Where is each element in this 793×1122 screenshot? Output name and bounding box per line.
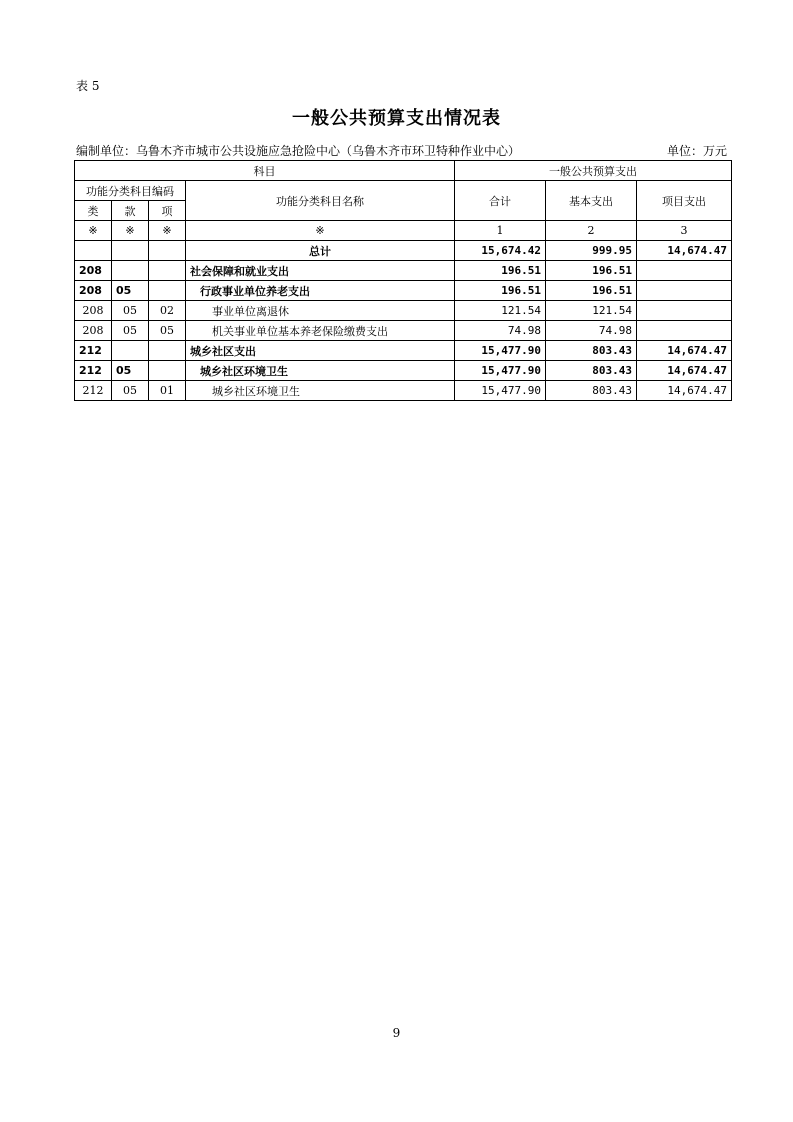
mark-cell: ※ xyxy=(149,221,186,241)
mark-cell: ※ xyxy=(75,221,112,241)
project-cell: 14,674.47 xyxy=(637,341,732,361)
subject-name-cell: 城乡社区支出 xyxy=(186,341,455,361)
col-number-1: 1 xyxy=(455,221,546,241)
project-header: 项目支出 xyxy=(637,181,732,221)
code-lei-cell: 212 xyxy=(75,361,112,381)
total-cell: 121.54 xyxy=(455,301,546,321)
unit-label: 单位：万元 xyxy=(666,144,727,158)
basic-cell: 999.95 xyxy=(546,241,637,261)
code-xiang-cell: 02 xyxy=(149,301,186,321)
table-row xyxy=(75,381,732,401)
table-row xyxy=(75,281,732,301)
code-kuan-cell xyxy=(112,261,149,281)
total-cell: 15,477.90 xyxy=(455,361,546,381)
mark-cell: ※ xyxy=(112,221,149,241)
header-row-4 xyxy=(75,221,732,241)
code-lei-cell: 208 xyxy=(75,261,112,281)
subject-name-cell: 机关事业单位基本养老保险缴费支出 xyxy=(186,321,455,341)
basic-cell: 803.43 xyxy=(546,381,637,401)
code-kuan-cell: 05 xyxy=(112,361,149,381)
col-number-3: 3 xyxy=(637,221,732,241)
total-cell: 15,477.90 xyxy=(455,341,546,361)
code-xiang-cell xyxy=(149,281,186,301)
code-lei-cell xyxy=(75,241,112,261)
table-row xyxy=(75,341,732,361)
subject-name-cell: 城乡社区环境卫生 xyxy=(186,361,455,381)
subject-name-cell: 行政事业单位养老支出 xyxy=(186,281,455,301)
basic-cell: 74.98 xyxy=(546,321,637,341)
table-row xyxy=(75,241,732,261)
subject-name-cell: 总计 xyxy=(186,241,455,261)
total-cell: 74.98 xyxy=(455,321,546,341)
code-lei-cell: 208 xyxy=(75,281,112,301)
table-row xyxy=(75,321,732,341)
col-number-2: 2 xyxy=(546,221,637,241)
project-cell xyxy=(637,321,732,341)
table-number: 表 5 xyxy=(76,79,100,93)
header-row-1 xyxy=(75,161,732,181)
code-xiang-cell xyxy=(149,241,186,261)
header-row-2 xyxy=(75,181,732,201)
subject-name-cell: 事业单位离退休 xyxy=(186,301,455,321)
page-title: 一般公共预算支出情况表 xyxy=(292,108,501,129)
code-lei-cell: 212 xyxy=(75,381,112,401)
budget-table xyxy=(74,160,732,401)
subject-name-cell: 城乡社区环境卫生 xyxy=(186,381,455,401)
basic-cell: 196.51 xyxy=(546,261,637,281)
table-row xyxy=(75,261,732,281)
project-cell xyxy=(637,261,732,281)
code-xiang-cell: 01 xyxy=(149,381,186,401)
subject-name-cell: 社会保障和就业支出 xyxy=(186,261,455,281)
table-row xyxy=(75,361,732,381)
basic-cell: 196.51 xyxy=(546,281,637,301)
subject-header: 科目 xyxy=(75,161,455,181)
project-cell xyxy=(637,281,732,301)
code-kuan-cell: 05 xyxy=(112,301,149,321)
project-cell xyxy=(637,301,732,321)
total-header: 合计 xyxy=(455,181,546,221)
code-kuan-cell: 05 xyxy=(112,321,149,341)
project-cell: 14,674.47 xyxy=(637,381,732,401)
mark-cell: ※ xyxy=(186,221,455,241)
project-cell: 14,674.47 xyxy=(637,361,732,381)
code-lei-cell: 208 xyxy=(75,321,112,341)
code-group-header: 功能分类科目编码 xyxy=(75,181,186,201)
xiang-header: 项 xyxy=(149,201,186,221)
total-cell: 196.51 xyxy=(455,261,546,281)
project-cell: 14,674.47 xyxy=(637,241,732,261)
code-kuan-cell xyxy=(112,241,149,261)
code-xiang-cell xyxy=(149,341,186,361)
code-xiang-cell xyxy=(149,361,186,381)
table-body xyxy=(75,161,732,401)
basic-cell: 803.43 xyxy=(546,341,637,361)
budget-group-header: 一般公共预算支出 xyxy=(455,161,732,181)
table-row xyxy=(75,301,732,321)
page-number: 9 xyxy=(392,1026,401,1040)
code-xiang-cell: 05 xyxy=(149,321,186,341)
name-header: 功能分类科目名称 xyxy=(186,181,455,221)
code-kuan-cell: 05 xyxy=(112,281,149,301)
basic-header: 基本支出 xyxy=(546,181,637,221)
code-lei-cell: 212 xyxy=(75,341,112,361)
code-xiang-cell xyxy=(149,261,186,281)
total-cell: 196.51 xyxy=(455,281,546,301)
code-kuan-cell: 05 xyxy=(112,381,149,401)
code-lei-cell: 208 xyxy=(75,301,112,321)
total-cell: 15,674.42 xyxy=(455,241,546,261)
basic-cell: 121.54 xyxy=(546,301,637,321)
org-label: 编制单位：乌鲁木齐市城市公共设施应急抢险中心（乌鲁木齐市环卫特种作业中心） xyxy=(76,144,521,158)
basic-cell: 803.43 xyxy=(546,361,637,381)
kuan-header: 款 xyxy=(112,201,149,221)
lei-header: 类 xyxy=(75,201,112,221)
total-cell: 15,477.90 xyxy=(455,381,546,401)
code-kuan-cell xyxy=(112,341,149,361)
